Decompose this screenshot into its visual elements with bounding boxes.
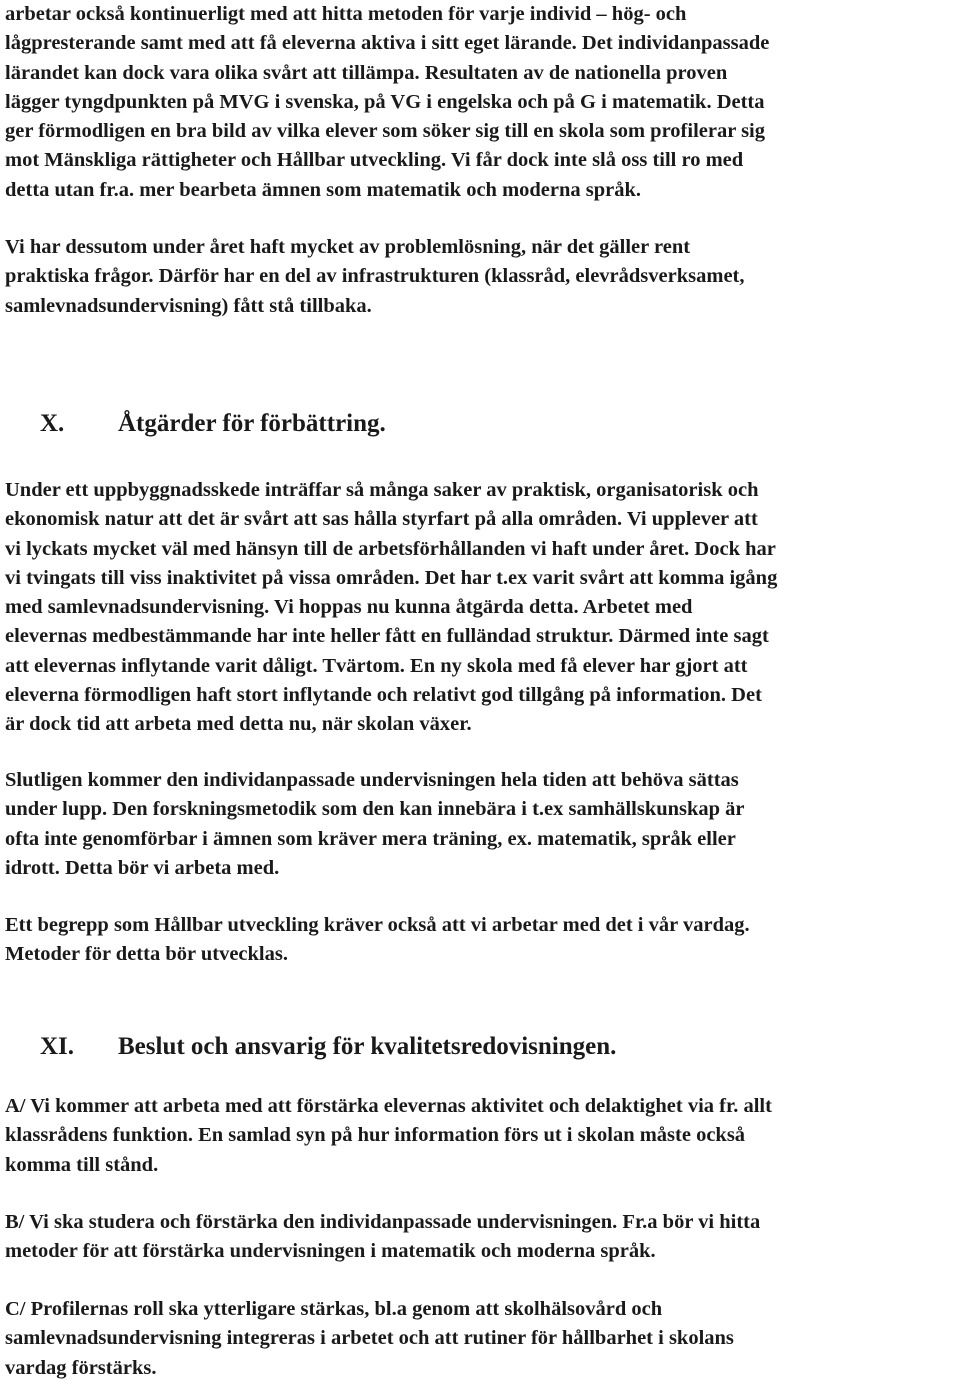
text-line: Vi har dessutom under året haft mycket av problemlösning, när det gäller rent (5, 236, 691, 258)
decision-a (5, 1092, 957, 1180)
paragraph-intro (5, 0, 957, 205)
text-line: detta utan fr.a. mer bearbeta ämnen som matematik och moderna språk. (5, 178, 642, 201)
text-line: vardag förstärks. (5, 1356, 157, 1379)
text-line: Metoder för detta bör utvecklas. (5, 943, 288, 966)
text-line: samlevnadsundervisning integreras i arbetet och att rutiner för hållbarhet i skolans (5, 1327, 734, 1350)
text-line: elevernas medbestämmande har inte heller fått en fulländad struktur. Därmed inte sagt (5, 625, 769, 648)
text-line: Ett begrepp som Hållbar utveckling kräver också att vi arbetar med det i vår vardag. (5, 914, 750, 936)
text-line: B/ Vi ska studera och förstärka den individanpassade undervisningen. Fr.a bör vi hitta (5, 1211, 761, 1233)
paragraph-problem-solving (5, 233, 957, 321)
text-line: Under ett uppbyggnadsskede inträffar så många saker av praktisk, organisatorisk och (5, 479, 759, 501)
section-title: Åtgärder för förbättring. (118, 410, 386, 437)
paragraph-sustainability (5, 911, 957, 970)
text-line: vi tvingats till viss inaktivitet på vissa områden. Det har t.ex varit svårt att komma igång (5, 566, 778, 589)
text-line: praktiska frågor. Därför har en del av infrastrukturen (klassråd, elevrådsverksamet, (5, 265, 745, 288)
text-line: eleverna förmodligen haft stort inflytande och relativt god tillgång på information. Det (5, 684, 762, 707)
text-line: vi lyckats mycket väl med hänsyn till de arbetsförhållanden vi haft under året. Dock har (5, 537, 776, 560)
decision-b (5, 1208, 957, 1267)
text-line: Slutligen kommer den individanpassade undervisningen hela tiden att behöva sättas (5, 769, 739, 791)
text-line: samlevnadsundervisning) fått stå tillbaka. (5, 294, 372, 317)
section-title: Beslut och ansvarig för kvalitetsredovisningen. (118, 1033, 617, 1060)
paragraph-measures (5, 476, 957, 740)
text-line: ofta inte genomförbar i ämnen som kräver mera träning, ex. matematik, språk eller (5, 827, 736, 850)
text-line: idrott. Detta bör vi arbeta med. (5, 856, 280, 879)
text-line: lågpresterande samt med att få eleverna aktiva i sitt eget lärande. Det individanpassade (5, 32, 770, 55)
text-line: att elevernas inflytande varit dåligt. Tvärtom. En ny skola med få elever har gjort att (5, 654, 748, 677)
text-line: arbetar också kontinuerligt med att hitta metoden för varje individ – hög- och (5, 3, 687, 25)
text-line: under lupp. Den forskningsmetodik som den kan innebära i t.ex samhällskunskap är (5, 798, 745, 821)
section-number: XI. (40, 1033, 75, 1060)
text-line: ger förmodligen en bra bild av vilka elever som söker sig till en skola som profilerar sig (5, 120, 766, 143)
text-line: A/ Vi kommer att arbeta med att förstärka elevernas aktivitet och delaktighet via fr. allt (5, 1095, 772, 1117)
text-line: är dock tid att arbeta med detta nu, när skolan växer. (5, 713, 472, 736)
text-line: metoder för att förstärka undervisningen i matematik och moderna språk. (5, 1240, 656, 1263)
text-line: C/ Profilernas roll ska ytterligare stärkas, bl.a genom att skolhälsovård och (5, 1298, 663, 1320)
text-line: lärandet kan dock vara olika svårt att tillämpa. Resultaten av de nationella proven (5, 61, 728, 84)
text-line: klassrådens funktion. En samlad syn på hur information förs ut i skolan måste också (5, 1124, 746, 1147)
section-number: X. (40, 410, 65, 437)
decision-c (5, 1295, 957, 1383)
text-line: lägger tyngdpunkten på MVG i svenska, på VG i engelska och på G i matematik. Detta (5, 90, 765, 113)
text-line: mot Mänskliga rättigheter och Hållbar utveckling. Vi får dock inte slå oss till ro med (5, 149, 744, 172)
text-line: med samlevnadsundervisning. Vi hoppas nu kunna åtgärda detta. Arbetet med (5, 596, 693, 619)
paragraph-individualized (5, 766, 957, 883)
text-line: ekonomisk natur att det är svårt att sas hålla styrfart på alla områden. Vi upplever att (5, 508, 758, 531)
text-line: komma till stånd. (5, 1153, 159, 1176)
